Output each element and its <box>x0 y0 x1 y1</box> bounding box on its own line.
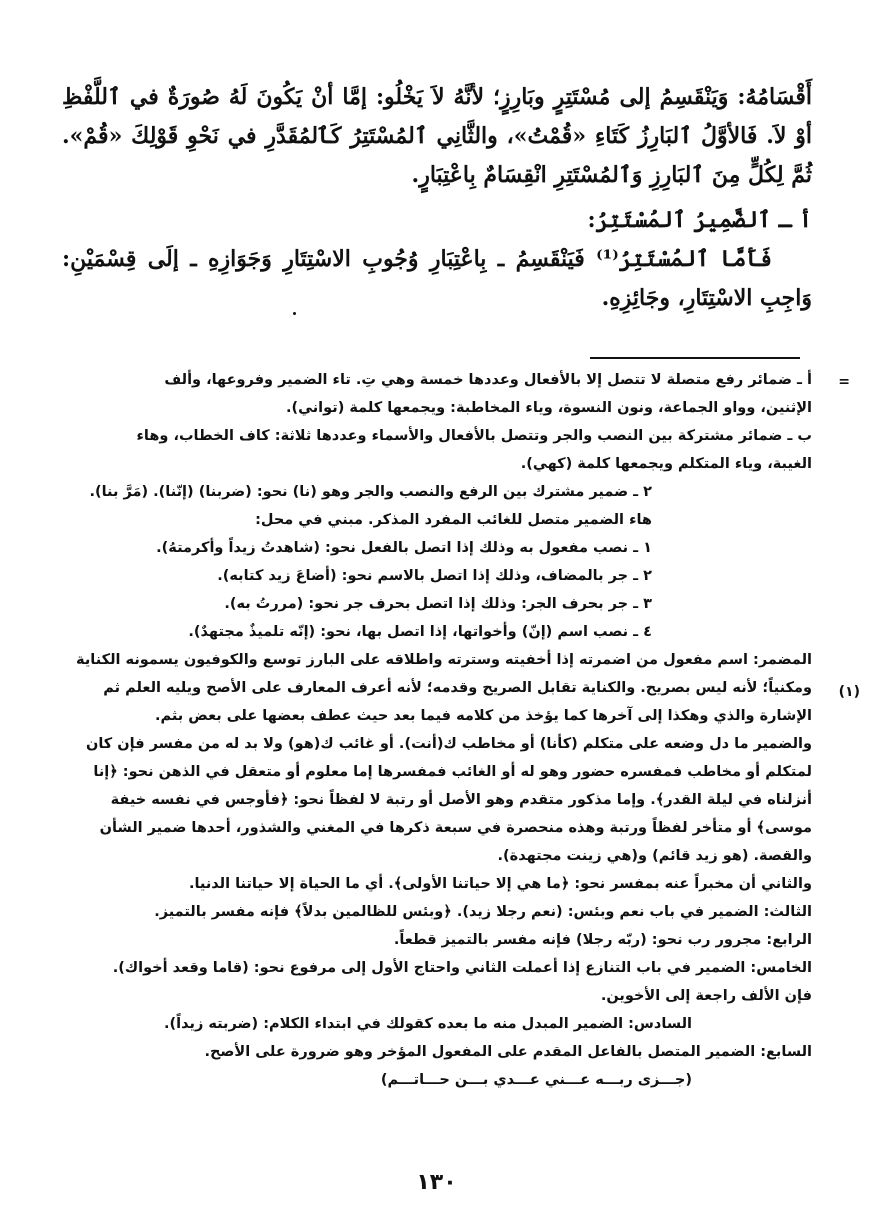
footnote-line: موسى﴾ أو متأخر لفظاً ورتبة وهذه منحصرة في سبعة ذكرها في المغني والشذور، أحدها ضمير الشأن <box>99 820 812 836</box>
footnote-line: ١ ـ نصب مفعول به وذلك إذا اتصل بالفعل نحو: (شاهدتُ زيداً وأكرمتهُ). <box>156 540 652 556</box>
footnote-line: الثالث: الضمير في باب نعم وبئس: (نعم رجلا زيد). ﴿وبئس للظالمين بدلاً﴾ فإنه مفسر بالتميز. <box>154 904 812 920</box>
footnote-number: (١) <box>838 684 860 700</box>
footnote-line: والثاني أن مخبراً عنه بمفسر نحو: ﴿ما هي إلا حياتنا الأولى﴾. أي ما الحياة إلا حياتنا الدنيا. <box>188 876 812 892</box>
ink-dot <box>293 312 296 315</box>
footnote-line: والقصة. (هو زيد قائم) و(هي زينت مجتهدة). <box>497 848 812 864</box>
main-text <box>62 78 812 318</box>
footnote-line: الإثنين، وواو الجماعة، ونون النسوة، وياء المخاطبة: ويجمعها كلمة (تواني). <box>285 400 812 416</box>
footnotes <box>62 366 860 1094</box>
footnote-line: لمتكلم أو مخاطب فمفسره حضور وهو له أو الغائب فمفسرها إما معلوم أو متعقل في الذهن نحو: ﴿إنا <box>93 764 812 780</box>
footnote-line: ٢ ـ جر بالمضاف، وذلك إذا اتصل بالاسم نحو: (أضاعَ زيد كتابه). <box>217 568 652 584</box>
footnote-separator <box>590 357 800 359</box>
footnote-line: المضمر: اسم مفعول من اضمرته إذا أخفيته وسترته واطلاقه على البارز توسع والكوفيون يسمونه الكناية <box>76 652 812 668</box>
footnote-line: ومكنياً؛ لأنه ليس بصريح. والكناية تقابل الصريح وقدمه؛ لأنه أعرف المعارف على الأصح ويليه العلم ثم <box>103 680 812 696</box>
footnote-line: هاء الضمير متصل للغائب المفرد المذكر. مبني في محل: <box>255 512 652 528</box>
footnote-line: ٣ ـ جر بحرف الجر: وذلك إذا اتصل بحرف جر نحو: (مررتُ به). <box>224 596 652 612</box>
footnote-line: والضمير ما دل وضعه على متكلم (كأنا) أو مخاطب ك(أنت). أو غائب ك(هو) ولا بد له من مفسر فإن كان <box>85 736 812 752</box>
footnote-line: ٤ ـ نصب اسم (إنّ) وأخواتها، إذا اتصل بها، نحو: (إنّه تلميذٌ مجتهدٌ). <box>188 624 652 640</box>
footnote-line: فإن الألف راجعة إلى الأخوين. <box>600 988 812 1004</box>
continuation-mark: = <box>838 374 850 390</box>
footnote-line: ٢ ـ ضمير مشترك بين الرفع والنصب والجر وهو (نا) نحو: (ضربنا) (إنّنا). (مَرَّ بنا). <box>89 484 652 500</box>
verse-line: (جـــزى ربـــه عـــني عـــدي بـــن حـــاتـــم) <box>380 1072 692 1088</box>
footnote-line: الرابع: مجرور رب نحو: (ربّه رجلا) فإنه مفسر بالتميز قطعاً. <box>393 932 812 948</box>
footnote-line: الخامس: الضمير في باب التنازع إذا أعملت الثاني واحتاج الأول إلى مرفوع نحو: (قاما وقعد أخواك). <box>112 960 812 976</box>
section-heading: أ ـ ٱلضَّمِيرُ ٱلمُسْتَتِرُ: <box>587 207 812 233</box>
footnote-line: أنزلناه في ليلة القدر﴾. وإما مذكور متقدم وهو الأصل أو رتبة لا لفظاً نحو: ﴿فأوجس في نفسه خيفة <box>110 792 812 808</box>
footnote-line: ب ـ ضمائر مشتركة بين النصب والجر وتتصل بالأفعال والأسماء وعددها ثلاثة: كاف الخطاب، وهاء <box>136 428 812 444</box>
footnote-line: السابع: الضمير المتصل بالفاعل المقدم على المفعول المؤخر وهو ضرورة على الأصح. <box>204 1044 812 1060</box>
footnote-line: أ ـ ضمائر رفع متصلة لا تتصل إلا بالأفعال وعددها خمسة وهي تِ. تاء الضمير وفروعها، وألف <box>164 372 812 388</box>
footnote-line: الغيبة، وياء المتكلم ويجمعها كلمة (كهي). <box>520 456 812 472</box>
page-number: ١٣٠ <box>416 1170 457 1195</box>
paragraph-divisions: أَقْسَامُهُ: وَيَنْقَسِمُ إلى مُسْتَتِرٍ وبَارِزٍ؛ لأنَّهُ لاَ يَخْلُو: إمَّا أنْ يَكُونَ لَهُ صُورَةٌ في ٱللَّفْظِ أوْ لاَ. فَالأوَّلُ ٱلبَارِزُ كَتَاءِ «قُمْتُ»، والثَّانِي ٱلمُسْتَتِرُ كَٱلمُقَدَّرِ في نَحْوِ قَوْلِكَ «قُمْ». ثُمَّ لِكُلٍّ مِنَ ٱلبَارِزِ وَٱلمُسْتَتِرِ انْقِسَامٌ بِاعْتِبَارٍ. <box>62 84 812 188</box>
footnote-line: الإشارة والذي وهكذا إلى آخرها كما يؤخذ من كلامه فيما بعد حيث عطف بعضها على بعض بثم. <box>155 708 812 724</box>
footnote-line: السادس: الضمير المبدل منه ما بعده كقولك في ابتداء الكلام: (ضربته زيداً). <box>164 1016 692 1032</box>
paragraph-hidden-pronoun: فَأَمَّا ٱلمُسْتَتِرُ⁽¹⁾ فَيَنْقَسِمُ ـ بِاعْتِبَارِ وُجُوبِ الاسْتِتَارِ وَجَوَازِهِ ـ إلَى قِسْمَيْنِ: وَاجِبِ الاسْتِتَارِ، وجَائِزِهِ. <box>62 246 812 311</box>
